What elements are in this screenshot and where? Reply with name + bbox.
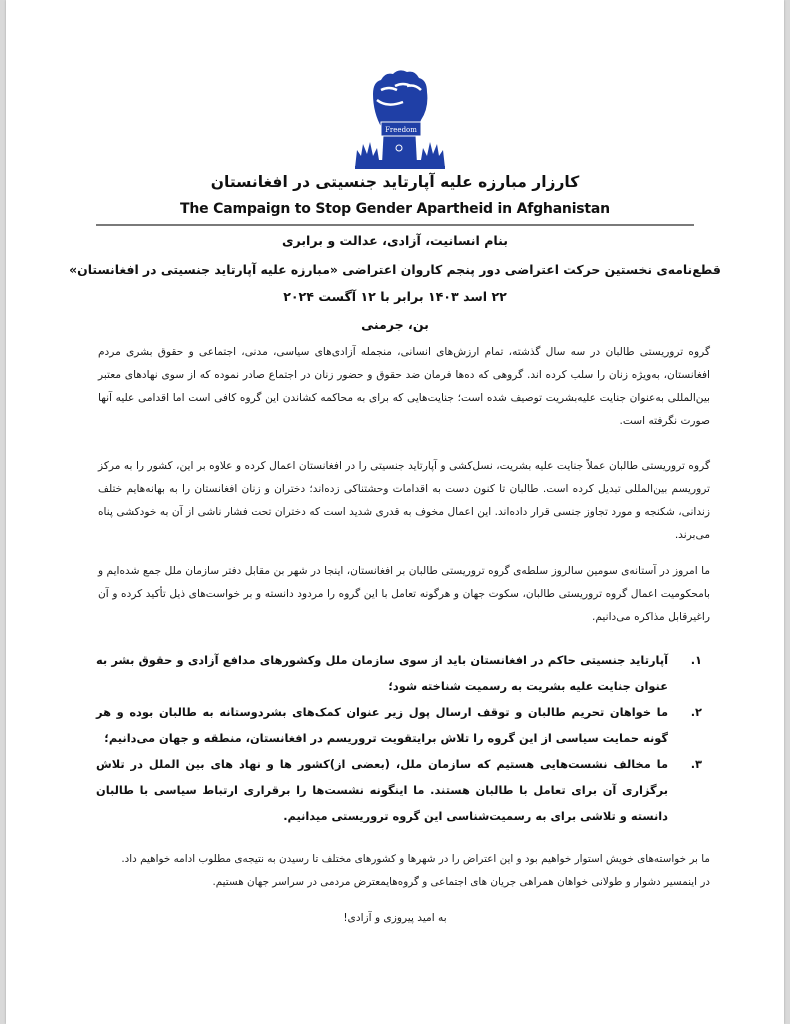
campaign-logo — [351, 64, 449, 170]
svg-text:Freedom: Freedom — [385, 126, 417, 134]
campaign-title-english: The Campaign to Stop Gender Apartheid in Afghanistan — [180, 201, 610, 217]
demand-text: آپارتاید جنسیتی حاکم در افغانستان باید از سوی سازمان ملل وکشورهای مدافع آزادی و حقوق بشر به عنوان جنایت علیه بشریت به رسمیت شناخته شود؛ — [96, 653, 668, 693]
signoff: به امید پیروزی و آزادی! — [343, 912, 447, 924]
demands-list — [96, 647, 702, 829]
demand-item — [96, 699, 702, 751]
resolution-location: بن، جرمنی — [361, 317, 429, 332]
motto: بنام انسانیت، آزادی، عدالت و برابری — [281, 233, 509, 248]
resolution-date: ۲۲ اسد ۱۴۰۳ برابر با ۱۲ آگست ۲۰۲۴ — [283, 289, 507, 304]
demand-number: ۳. — [690, 757, 702, 771]
paragraph-1: گروه تروریستی طالبان در سه سال گذشته، تمام ارزش‌های انسانی، منجمله آزادی‌های سیاسی، مدنی، اجتماعی و حقوق بشری مردم افغانستان، بەویژه زنان را سلب کرده اند. گروهی که دەها فرمان ضد حقوق و حضور زنان در اجتماع صادر نموده که از سوی نهادهای معتبر بین‌المللی بەعنوان جنایت علیه‌بشریت توصیف شده است؛ جنایت‌هایی که برای به محاکمه کشاندن این گروه کافی است اما اقدامی علیه آنها صورت نگرفته است. — [98, 346, 710, 427]
demand-text: ما خواهان تحریم طالبان و توقف ارسال پول زیر عنوان کمک‌های بشردوستانه به طالبان بوده و هر گونه حمایت سیاسی از این گروه را تلاش برایتقویت تروریسم در افغانستان، منطقه و جهان می‌دانیم؛ — [96, 705, 668, 745]
demand-number: ۱. — [690, 653, 702, 667]
demand-number: ۲. — [690, 705, 702, 719]
demand-item — [96, 647, 702, 699]
paragraph-3: ما امروز در آستانه‌ی سومین سالروز سلطه‌ی گروه تروریستی طالبان بر افغانستان، اینجا در شهر بن مقابل دفتر سازمان ملل جمع شده‌ایم و بامحکومیت اعمال گروه تروریستی طالبان، سکوت جهان و هرگونه تعامل با این گروه را مردود دانسته و بر خواست‌های ذیل تأکید کرده و آن راغیرقابل مذاکره می‌دانیم. — [98, 565, 710, 623]
closing-line-1: ما بر خواسته‌های خویش استوار خواهیم بود و این اعتراض را در شهرها و کشورهای مختلف تا رسیدن به نتیجه‌ی مطلوب ادامه خواهیم داد. — [121, 853, 710, 865]
resolution-title: قطع‌نامه‌ی نخستین حرکت اعتراضی دور پنجم کاروان اعتراضی «مبارزه علیه آپارتاید جنسیتی در افغانستان» — [69, 262, 721, 277]
raised-fist-freedom-icon — [351, 64, 449, 170]
header-divider — [96, 224, 694, 226]
document-page — [6, 0, 784, 1024]
demand-item — [96, 751, 702, 829]
closing-line-2: در اینمسیر دشوار و طولانی خواهان همراهی جریان های اجتماعی و گروه‌هایمعترض مردمی در سراسر جهان هستیم. — [212, 876, 710, 888]
paragraph-2: گروه تروریستی طالبان عملاً جنایت علیه بشریت، نسل‌کشی و آپارتاید جنسیتی را در افغانستان اعمال کرده و علاوه بر این، کشور را به مرکز تروریسم بین‌المللی تبدیل کرده است. طالبان تا کنون دست به اقدامات وحشتناکی زده‌اند؛ دختران و زنان افغانستان را به بهانه‌هایم ختلف زندانی، شکنجه و مورد تجاوز جنسی قرار داده‌اند. این اعمال مخوف به قدری شدید است که دختران تحت فشار ناشی از آن به خودکشی پناه می‌برند. — [98, 460, 710, 541]
demand-text: ما مخالف نشست‌هایی هستیم که سازمان ملل، (بعضی از)کشور ها و نهاد های بین الملل در تلاش برگزاری آن برای تعامل با طالبان هستند. ما اینگونه نشست‌ها را برقراری ارتباط سیاسی با طالبان دانسته و تلاشی برای به رسمیت‌شناسی این گروه تروریستی میدانیم. — [96, 757, 668, 823]
campaign-title-persian: کارزار مبارزه علیه آپارتاید جنسیتی در افغانستان — [210, 173, 580, 191]
